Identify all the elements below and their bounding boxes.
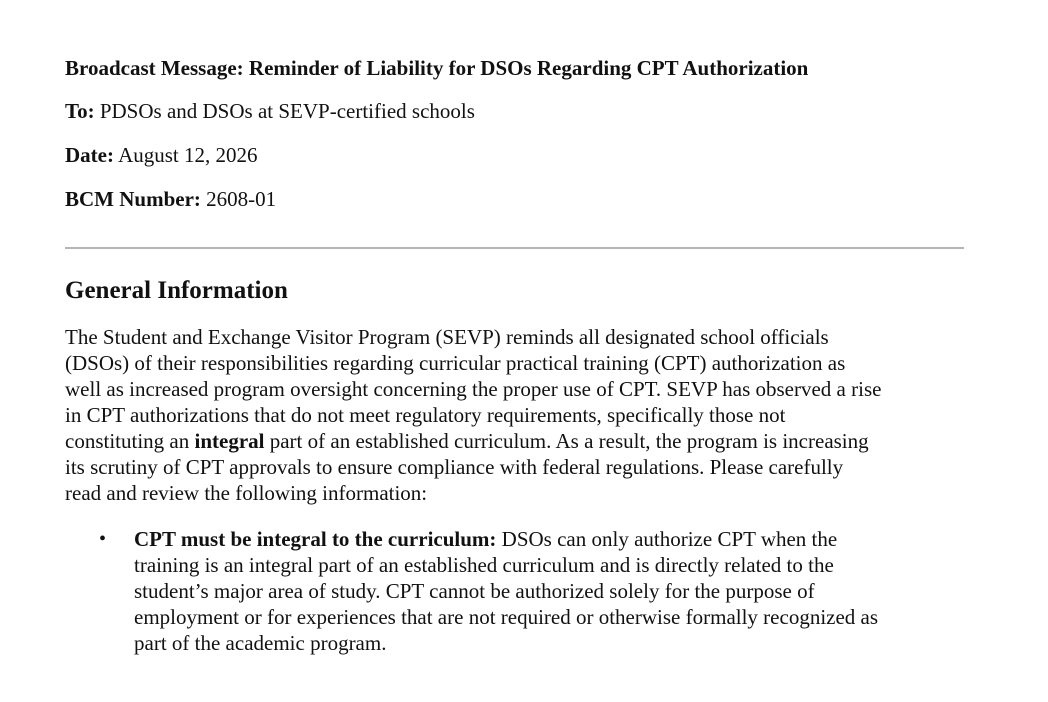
paragraph-text: constituting an — [65, 429, 195, 453]
paragraph-line: read and review the following information: — [65, 481, 428, 505]
bcm-number-value: 2608-01 — [200, 187, 277, 211]
to-label: To: — [65, 99, 95, 123]
bullet-lead: CPT must be integral to the curriculum: — [134, 527, 497, 551]
document-title: Broadcast Message: Reminder of Liability for DSOs Regarding CPT Authorization — [65, 56, 809, 80]
horizontal-divider — [65, 247, 964, 249]
date-line — [65, 142, 258, 168]
bcm-number-label: BCM Number: — [65, 187, 201, 211]
paragraph-line: The Student and Exchange Visitor Program (SEVP) reminds all designated school officials — [65, 325, 829, 349]
section-heading: General Information — [65, 277, 288, 304]
paragraph-line: in CPT authorizations that do not meet regulatory requirements, specifically those not — [65, 403, 786, 427]
bcm-number-line — [65, 186, 276, 212]
bullet-icon: • — [99, 528, 107, 550]
bullet-line-rest: DSOs can only authorize CPT when the — [496, 527, 838, 551]
bullet-line: student’s major area of study. CPT cannot be authorized solely for the purpose of — [134, 579, 815, 603]
bullet-text — [134, 526, 964, 656]
paragraph-line: (DSOs) of their responsibilities regarding curricular practical training (CPT) authorization as — [65, 351, 846, 375]
intro-paragraph — [65, 324, 965, 506]
paragraph-line: its scrutiny of CPT approvals to ensure compliance with federal regulations. Please carefully — [65, 455, 844, 479]
emphasis-integral: integral — [194, 429, 265, 453]
paragraph-line: well as increased program oversight concerning the proper use of CPT. SEVP has observed a rise — [65, 377, 882, 401]
paragraph-line — [65, 428, 965, 454]
date-value: August 12, 2026 — [113, 143, 258, 167]
bullet-line — [134, 526, 964, 552]
recipient-line — [65, 98, 475, 124]
bullet-line: training is an integral part of an established curriculum and is directly related to the — [134, 553, 834, 577]
paragraph-text: part of an established curriculum. As a result, the program is increasing — [264, 429, 869, 453]
bullet-line: employment or for experiences that are not required or otherwise formally recognized as — [134, 605, 879, 629]
bullet-line: part of the academic program. — [134, 631, 387, 655]
to-value: PDSOs and DSOs at SEVP-certified schools — [94, 99, 475, 123]
date-label: Date: — [65, 143, 114, 167]
